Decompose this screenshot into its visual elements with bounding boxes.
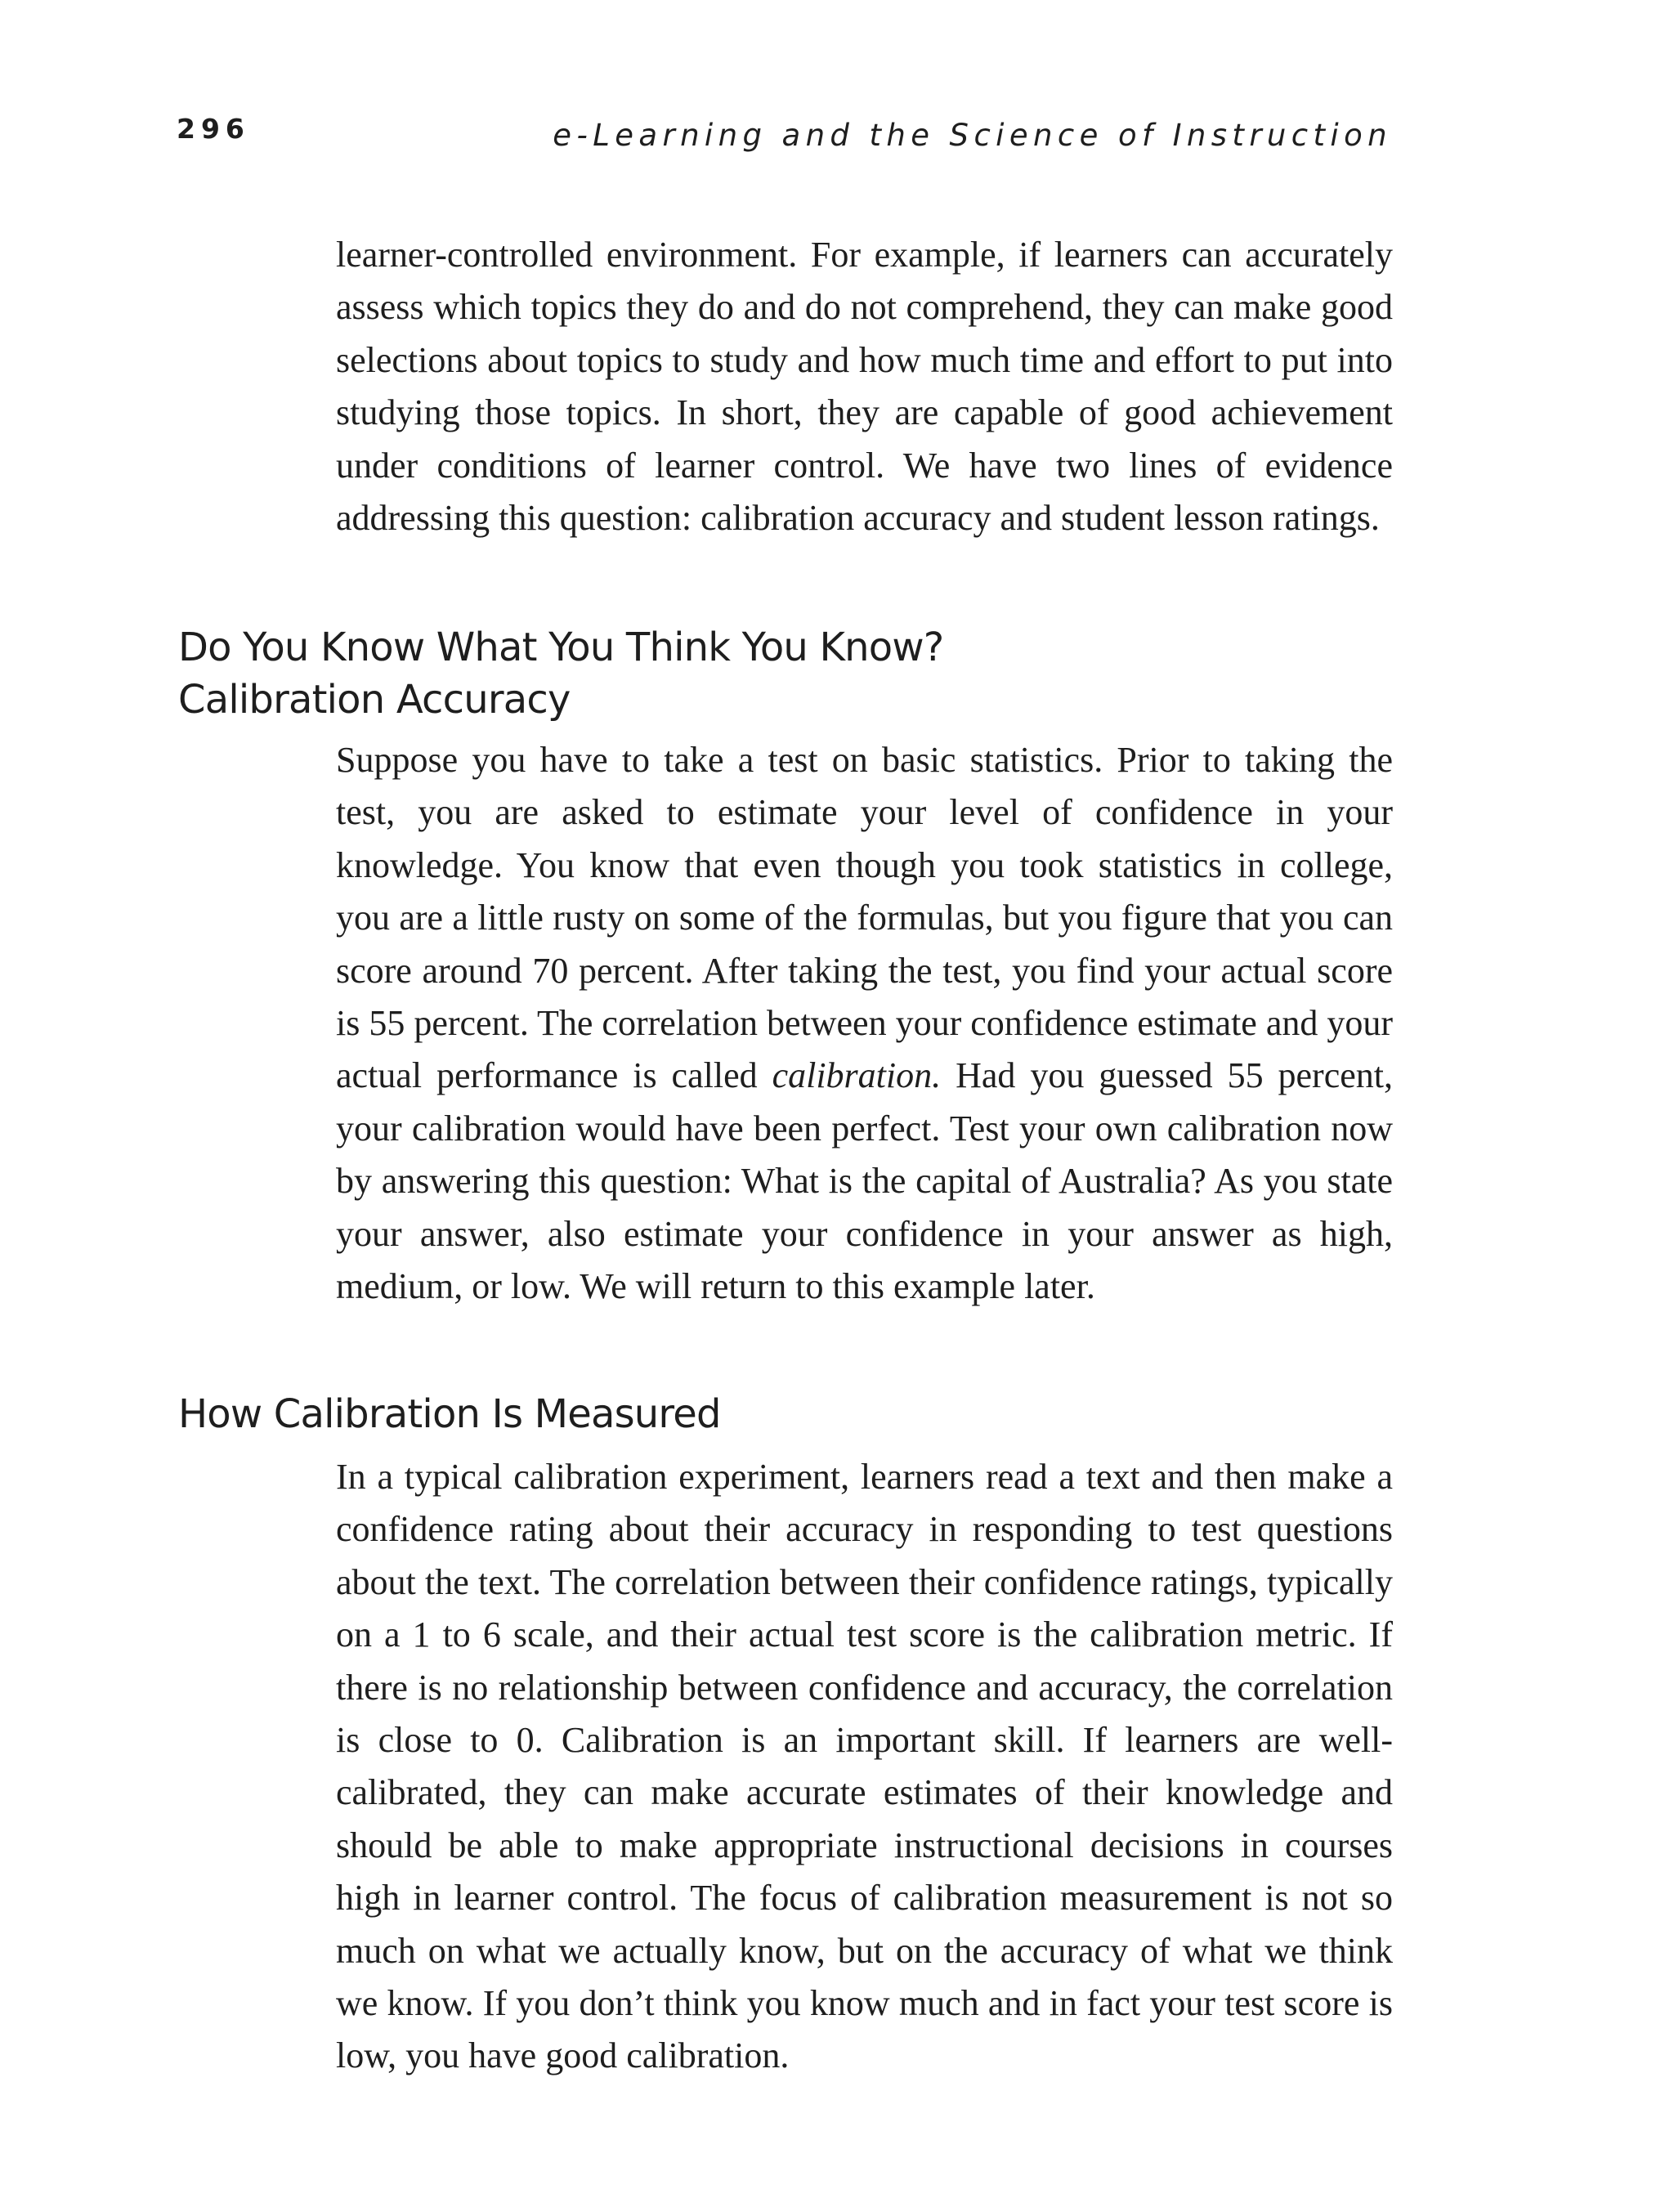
paragraph-text: Suppose you have to take a test on basic statistics. Prior to taking the test, you are asked to estimate your level of confidence in your knowledge. You know that even though you took statistics in college, you are a little rusty on some of the formulas, but you figure that you can score around 70 percent. After taking the test, you find your actual score is 55 percent. The correlation between your confidence estimate and your actual performance is called xyxy=(336,740,1394,1096)
paragraph-text: Had you guessed 55 percent, your calibration would have been perfect. Test your own calibration now by answering this question: What is the capital of Australia? As you state your answer, also estimate your confidence in your answer as high, medium, or low. We will return to this example later. xyxy=(336,1055,1393,1307)
heading-line-1: Do You Know What You Think You Know? xyxy=(178,625,944,670)
section-heading-how-calibration-is-measured: How Calibration Is Measured xyxy=(178,1391,721,1437)
body-paragraph-measurement: In a typical calibration experiment, learners read a text and then make a confidence rating about their accuracy in responding to test questions about the text. The correlation between their confidence ratings, typically on a 1 to 6 scale, and their actual test score is the calibration metric. If there is no relationship between confidence and accuracy, the correlation is close to 0. Calibration is an important skill. If learners are well-calibrated, they can make accurate estimates of their knowledge and should be able to make appropriate instructional decisions in courses high in learner control. The focus of calibration measurement is not so much on what we actually know, but on the accuracy of what we think we know. If you don’t think you know much and in fact your test score is low, you have good calibration. xyxy=(336,1457,1393,2076)
heading-line-2: Calibration Accuracy xyxy=(178,677,571,723)
page-number: 296 xyxy=(177,113,250,145)
section-heading-calibration-accuracy xyxy=(178,621,943,726)
italic-term: calibration. xyxy=(772,1055,942,1096)
running-head: e-Learning and the Science of Instruction xyxy=(553,118,1392,153)
body-paragraph-calibration xyxy=(336,734,1393,1313)
body-paragraph-intro: learner-controlled environment. For example, if learners can accurately assess which topics they do and do not comprehend, they can make good selections about topics to study and how much time and effort to put into studying those topics. In short, they are capable of good achievement under conditions of learner control. We have two lines of evidence addressing this question: calibration accuracy and student lesson ratings. xyxy=(336,235,1393,539)
